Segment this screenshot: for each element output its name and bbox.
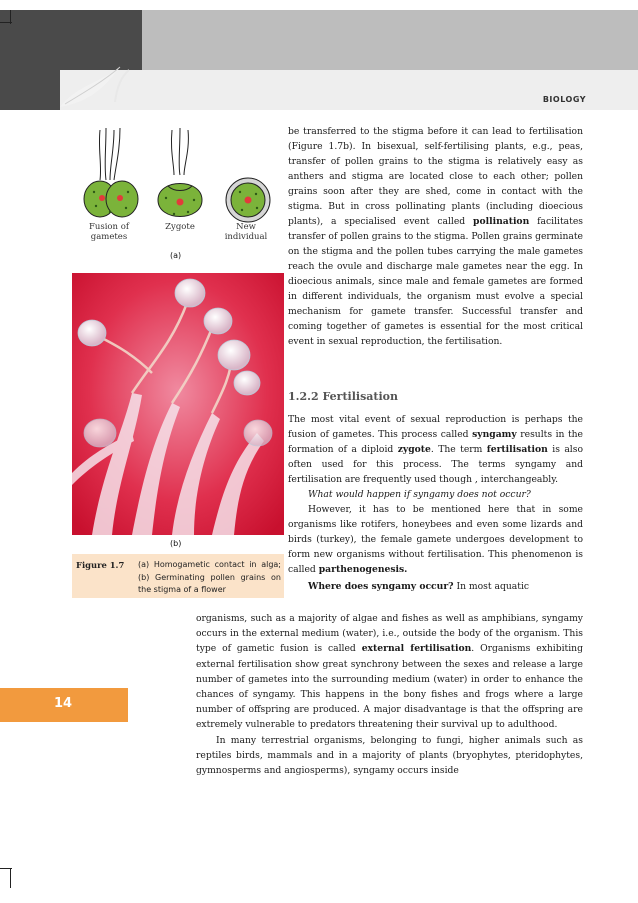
page-number: 14 [54, 696, 73, 711]
label-fusion-of-gametes: Fusion of gametes [88, 222, 129, 242]
term-parthenogenesis: parthenogenesis. [318, 564, 408, 575]
inline-question: Where does syngamy occur? [308, 581, 454, 592]
caption-text: (a) Homogametic contact in alga; (b) Germinating pollen grains on the stigma of a flower [138, 560, 281, 594]
figure-b-tag: (b) [170, 539, 182, 548]
body-paragraph-2: The most vital event of sexual reproduction is perhaps the fusion of gametes. This process called syngamy results in the formation of a diploid zygote. The term fertilisation is also often used for this process. The terms syngamy and fertilisation are frequently used though , interchangeably. What would happen if syngamy does not occur? However, it has to be mentioned here that in some organisms like rotifers, honeybees and even some lizards and birds (turkey), the female gamete undergoes development to form new organisms without fertilisation. This phenomenon is called parthenogenesis. Where does syngamy occur? In most aquatic [288, 414, 583, 592]
body-paragraph-1: be transferred to the stigma before it can lead to fertilisation (Figure 1.7b). In bisexual, self-fertilising plants, e.g., peas, transfer of pollen grains to the stigma is relatively easy as anthers and stigma are located close to each other; pollen grains soon after they are shed, come in contact with the stigma. But in cross pollinating plants (including dioecious plants), a specialised event called pollination facilitates transfer of pollen grains to the stigma. Pollen grains germinate on the stigma and the pollen tubes carrying the male gametes reach the ovule and discharge male gametes near the egg. In dioecious animals, since male and female gametes are formed in different individuals, the organism must evolve a special mechanism for gamete transfer. Successful transfer and coming together of gametes is essential for the most critical event in sexual reproduction, the fertilisation. [288, 126, 583, 347]
header-strip [60, 70, 638, 110]
body-paragraph-last: In many terrestrial organisms, belonging to fungi, higher animals such as reptiles birds, mammals and in a majority of plants (bryophytes, pteridophytes, gymnosperms and angiosperms), syngamy occurs inside [196, 734, 583, 777]
label-new-individual: New individual [224, 222, 268, 242]
figure-a-tag: (a) [170, 251, 182, 260]
leaf-logo-icon [55, 62, 135, 112]
body-paragraph-wide: organisms, such as a majority of algae and fishes as well as amphibians, syngamy occurs in the external medium (water), i.e., outside the body of the organism. This type of gametic fusion is called external fertilisation. Organisms exhibiting external fertilisation show great synchrony between the sexes and release a large number of gametes into the surrounding medium (water) in order to enhance the chances of syngamy. This happens in the bony fishes and frogs where a large number of offspring are produced. A major disadvantage is that the offspring are extremely vulnerable to predators threatening their survival up to adulthood. In many terrestrial organisms, belonging to fungi, higher animals such as reptiles birds, mammals and in a majority of plants (bryophytes, pteridophytes, gymnosperms and angiosperms), syngamy occurs inside [196, 611, 583, 778]
crop-mark [10, 868, 11, 888]
section-heading: 1.2.2 Fertilisation [288, 390, 398, 403]
header-strip-dark [0, 70, 60, 110]
running-head: BIOLOGY [542, 95, 586, 104]
crop-mark [10, 10, 11, 24]
question-line: What would happen if syngamy does not occur? [308, 489, 531, 500]
figure-a-illustration [70, 120, 280, 265]
pollen-stigma-photo [72, 273, 284, 535]
term-pollination: pollination [473, 216, 530, 227]
figure-caption [72, 554, 284, 598]
term-external-fertilisation: external fertilisation [361, 643, 472, 655]
label-zygote: Zygote [165, 222, 195, 232]
caption-number: Figure 1.7 [76, 560, 125, 570]
